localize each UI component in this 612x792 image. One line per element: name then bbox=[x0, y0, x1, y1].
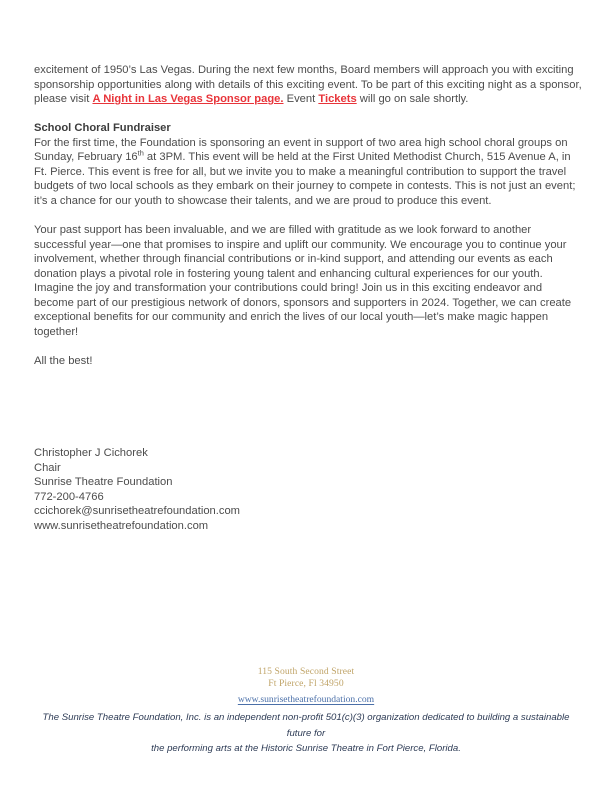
footer-tagline-line-2: the performing arts at the Historic Sunrise Theatre in Fort Pierce, Florida. bbox=[151, 743, 461, 754]
paragraph-spacer-2 bbox=[34, 208, 582, 223]
paragraph-2-part-1: For the first time, the Foundation is sponsoring an event in support of two area high school choral groups on Sunday, February 16 bbox=[34, 136, 568, 164]
section-heading-school-choral-fundraiser: School Choral Fundraiser bbox=[34, 122, 171, 135]
tickets-link[interactable]: Tickets bbox=[318, 93, 357, 106]
paragraph-school-choral-fundraiser bbox=[34, 136, 582, 209]
ordinal-suffix: th bbox=[137, 148, 144, 158]
signature-organization: Sunrise Theatre Foundation bbox=[34, 476, 173, 489]
signature-name: Christopher J Cichorek bbox=[34, 447, 148, 459]
signature-website: www.sunrisetheatrefoundation.com bbox=[34, 519, 209, 532]
paragraph-2-part-2: at 3PM. This event will be held at the First United Methodist Church, 515 Avenue A, in Ft. Pierce. This event is free for all, but we invite you to make a meaningful contribution to support the travel budgets of two local schools as they embark on their journey to compete in contests. This is not just an event; it’s a chance for our youth to showcase their talents, and we are proud to produce this event. bbox=[34, 151, 576, 207]
paragraph-1-text-after: will go on sale shortly. bbox=[356, 93, 469, 106]
signature-phone: 772-200-4766 bbox=[34, 490, 104, 503]
signature-email: ccichorek@sunrisetheatrefoundation.com bbox=[34, 505, 241, 518]
signature-title: Chair bbox=[34, 461, 61, 474]
footer-tagline-line-1: The Sunrise Theatre Foundation, Inc. is an independent non-profit 501(c)(3) organization dedicated to building a sustainable future for bbox=[42, 712, 570, 739]
signature-block bbox=[34, 446, 240, 534]
closing-line: All the best! bbox=[34, 354, 93, 367]
footer-address-line-2: Ft Pierce, Fl 34950 bbox=[268, 677, 344, 689]
paragraph-1-text-between: Event bbox=[283, 93, 319, 106]
footer-tagline bbox=[30, 710, 582, 757]
paragraph-1-text-before-link: excitement of 1950’s Las Vegas. During the next few months, Board members will approach you with exciting sponsorship opportunities along with details of this exciting event. To be part of this exciting night as a sponsor, please visit bbox=[34, 64, 582, 106]
footer-address-line-1: 115 South Second Street bbox=[257, 666, 355, 677]
letter-body bbox=[34, 63, 582, 368]
paragraph-intro-continued bbox=[34, 63, 582, 107]
paragraph-spacer-3 bbox=[34, 339, 582, 354]
paragraph-gratitude: Your past support has been invaluable, and we are filled with gratitude as we look forward to another successful year—one that promises to inspire and uplift our community. We encourage you to continue your involvement, whether through financial contributions or in-kind support, and attending our events as each donation plays a pivotal role in fostering young talent and enhancing cultural experiences for our youth. Imagine the joy and transformation your contributions could bring! Join us in this exciting endeavor and become part of our prestigious network of donors, sponsors and supporters in 2024. Together, we can create exceptional benefits for our community and enrich the lives of our local youth—let’s make magic happen together! bbox=[34, 224, 572, 338]
footer-address-block bbox=[0, 666, 612, 707]
sponsor-page-link[interactable]: A Night in Las Vegas Sponsor page. bbox=[92, 93, 284, 106]
footer-website-link[interactable]: www.sunrisetheatrefoundation.com bbox=[237, 694, 375, 706]
paragraph-spacer-1 bbox=[34, 107, 582, 122]
